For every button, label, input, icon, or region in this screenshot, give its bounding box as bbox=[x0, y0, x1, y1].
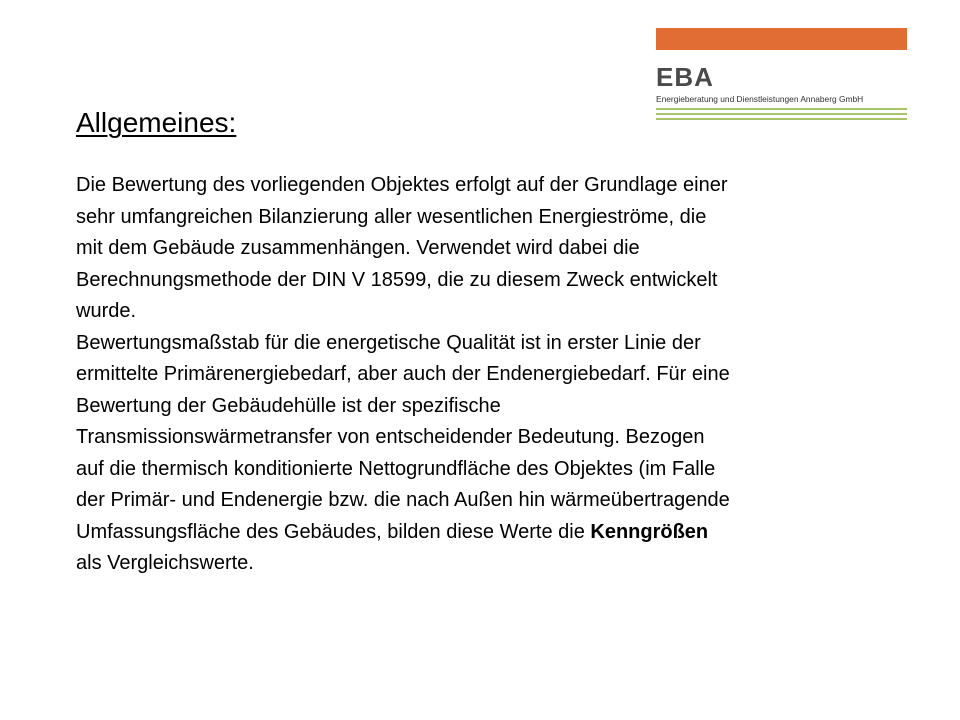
text-line: Bewertung der Gebäudehülle ist der spezifische bbox=[76, 394, 501, 417]
text-segment: Umfassungsfläche des Gebäudes, bilden diese Werte die bbox=[76, 520, 591, 543]
text-line: als Vergleichswerte. bbox=[76, 552, 254, 574]
text-line: sehr umfangreichen Bilanzierung aller wesentlichen Energieströme, die bbox=[76, 205, 707, 228]
logo-green-line-2 bbox=[656, 113, 907, 115]
logo-green-line-3 bbox=[656, 118, 907, 120]
text-line-with-keyword bbox=[76, 517, 912, 549]
text-line: auf die thermisch konditionierte Nettogrundfläche des Objektes (im Falle bbox=[76, 457, 716, 480]
logo-green-line-1 bbox=[656, 108, 907, 110]
body-text bbox=[76, 170, 912, 580]
keyword-kenngroessen: Kenngrößen bbox=[590, 520, 709, 543]
text-line: ermittelte Primärenergiebedarf, aber auch der Endenergiebedarf. Für eine bbox=[76, 363, 730, 385]
text-line: mit dem Gebäude zusammenhängen. Verwendet wird dabei die bbox=[76, 237, 640, 259]
text-line: Berechnungsmethode der DIN V 18599, die zu diesem Zweck entwickelt bbox=[76, 268, 718, 291]
text-line: Transmissionswärmetransfer von entscheidender Bedeutung. Bezogen bbox=[76, 426, 705, 448]
text-line: Die Bewertung des vorliegenden Objektes erfolgt auf der Grundlage einer bbox=[76, 174, 728, 196]
text-line: wurde. bbox=[76, 300, 137, 322]
text-line: der Primär- und Endenergie bzw. die nach Außen hin wärmeübertragende bbox=[76, 489, 730, 511]
logo-letters: EBA bbox=[656, 62, 714, 92]
page-title: Allgemeines: bbox=[76, 107, 237, 138]
logo-subtitle: Energieberatung und Dienstleistungen Annaberg GmbH bbox=[656, 94, 864, 104]
eba-logo bbox=[656, 28, 908, 120]
text-line: Bewertungsmaßstab für die energetische Qualität ist in erster Linie der bbox=[76, 331, 701, 354]
logo-orange-bar bbox=[656, 28, 907, 50]
